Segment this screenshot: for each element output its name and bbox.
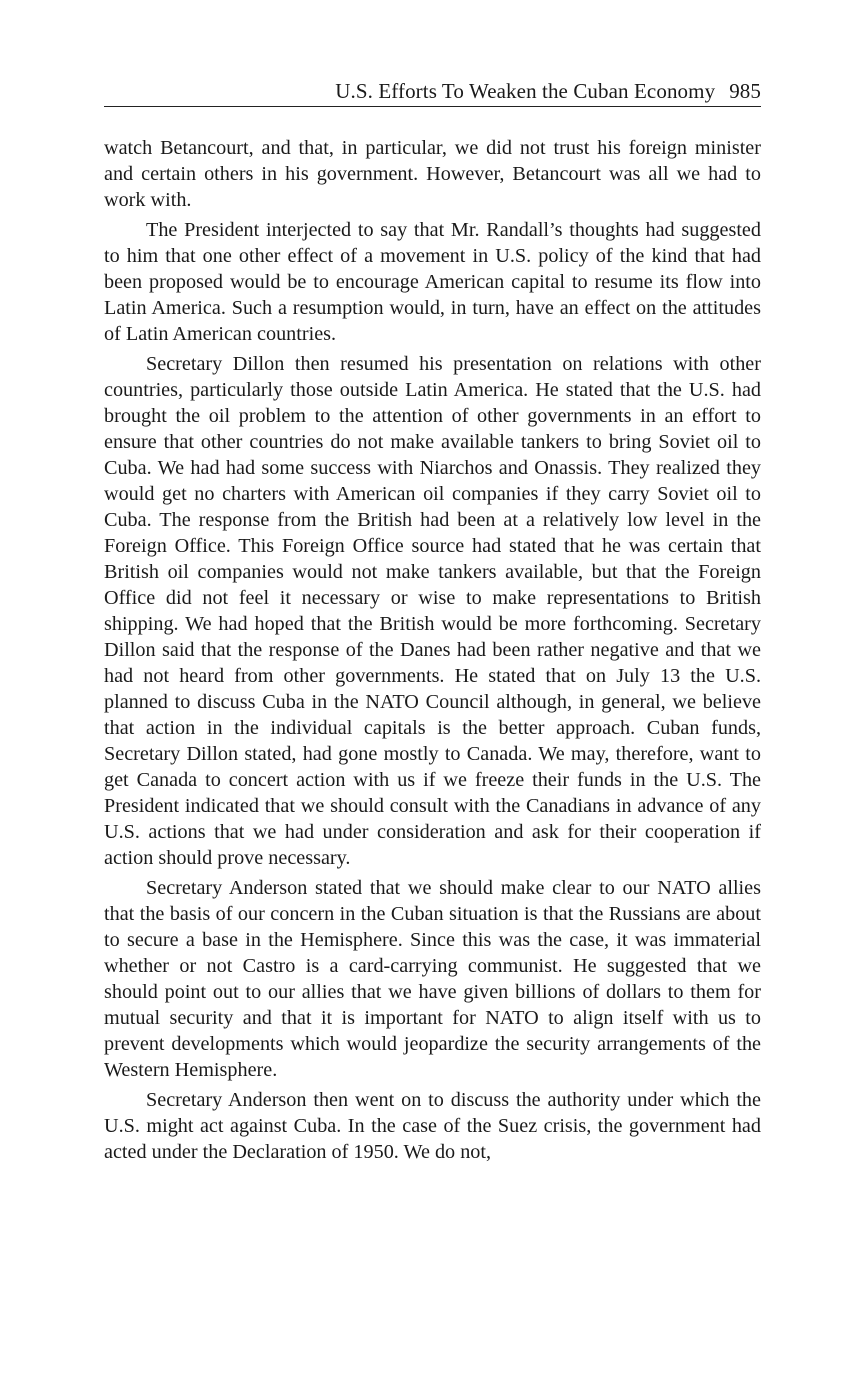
document-page <box>104 78 761 1169</box>
running-title: U.S. Efforts To Weaken the Cuban Economy <box>335 79 716 103</box>
paragraph: Secretary Anderson stated that we should make clear to our NATO allies that the basis of our concern in the Cuban situation is that the Russians are about to secure a base in the Hemisphere. Since this was the case, it was immaterial whether or not Castro is a card-carrying communist. He suggested that we should point out to our allies that we have given billions of dollars to them for mutual security and that it is important for NATO to align itself with us to prevent developments which would jeopardize the security arrangements of the Western Hemisphere. <box>104 877 761 1081</box>
page-number: 985 <box>729 79 761 103</box>
paragraph: Secretary Dillon then resumed his presentation on relations with other countries, particularly those outside Latin America. He stated that the U.S. had brought the oil problem to the attention of other governments in an effort to ensure that other countries do not make available tankers to bring Soviet oil to Cuba. We had had some success with Niarchos and Onassis. They realized they would get no charters with American oil companies if they carry Soviet oil to Cuba. The response from the British had been at a relatively low level in the Foreign Office. This Foreign Office source had stated that he was certain that British oil companies would not make tankers available, but that the Foreign Office did not feel it necessary or wise to make representations to British shipping. We had hoped that the British would be more forthcoming. Secretary Dillon said that the response of the Danes had been rather negative and that we had not heard from other governments. He stated that on July 13 the U.S. planned to discuss Cuba in the NATO Council although, in general, we believe that action in the individual capitals is the better approach. Cuban funds, Secretary Dillon stated, had gone mostly to Canada. We may, therefore, want to get Canada to concert action with us if we freeze their funds in the U.S. The President indicated that we should consult with the Canadians in advance of any U.S. actions that we had under consideration and ask for their cooperation if action should prove necessary. <box>104 353 761 869</box>
paragraph: The President interjected to say that Mr. Randall’s thoughts had suggested to him that one other effect of a movement in U.S. policy of the kind that had been proposed would be to encourage American capital to resume its flow into Latin America. Such a resumption would, in turn, have an effect on the attitudes of Latin American countries. <box>104 219 761 345</box>
paragraph-continued: watch Betancourt, and that, in particular, we did not trust his foreign minister and certain others in his government. However, Betancourt was all we had to work with. <box>104 137 761 211</box>
body-text <box>104 135 761 1165</box>
running-head <box>104 78 761 107</box>
paragraph: Secretary Anderson then went on to discuss the authority under which the U.S. might act against Cuba. In the case of the Suez crisis, the government had acted under the Declaration of 1950. We do not, <box>104 1089 761 1163</box>
